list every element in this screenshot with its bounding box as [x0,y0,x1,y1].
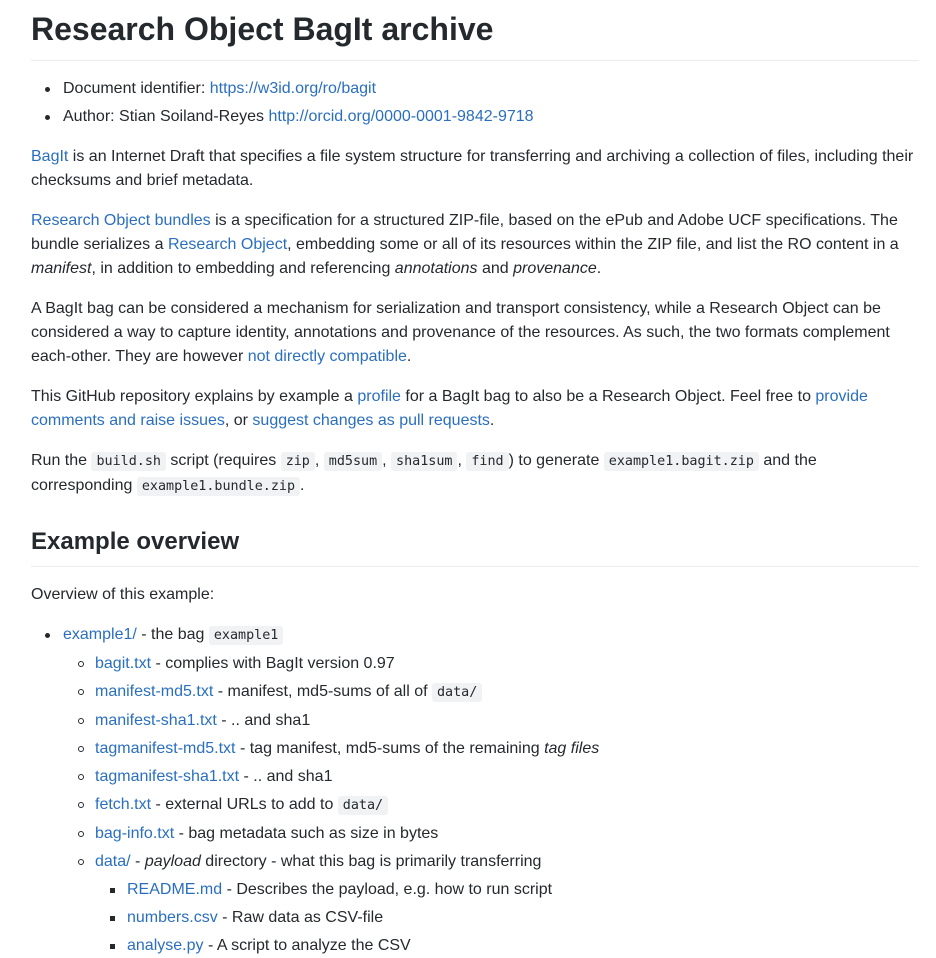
item-text: directory - what this bag is primarily transferring [200,853,542,870]
separator: , [314,452,324,469]
list-item-author [31,105,919,129]
payload-list [95,878,919,958]
code-example1: example1 [209,626,284,645]
list-item-identifier [31,77,919,101]
code-data-dir: data/ [338,796,388,815]
file-link-fetch-txt[interactable]: fetch.txt [95,796,152,813]
paragraph-text: . [596,260,602,277]
item-text: - .. and sha1 [239,768,333,785]
paragraph-text: for a BagIt bag to also be a Research Object. Feel free to [400,388,816,405]
item-text: - manifest, md5-sums of all of [213,683,432,700]
paragraph-text: Run the [31,452,92,469]
paragraph-text: . [489,412,495,429]
metadata-list [31,77,919,129]
list-item [63,822,919,846]
list-item-example1 [31,623,919,958]
paragraph-text: , in addition to embedding and referencing [91,260,395,277]
item-text: - the bag [136,626,209,643]
code-find: find [466,452,508,471]
paragraph-ro-bundles [31,209,919,281]
orcid-link[interactable]: http://orcid.org/0000-0001-9842-9718 [268,108,534,125]
pull-requests-link[interactable]: suggest changes as pull requests [252,412,490,429]
item-text: - Raw data as CSV-file [217,909,384,926]
profile-link[interactable]: profile [357,388,401,405]
emphasis-provenance: provenance [513,260,597,277]
file-link-manifest-sha1[interactable]: manifest-sha1.txt [95,712,217,729]
list-item [95,878,919,902]
code-data-dir: data/ [432,683,482,702]
paragraph-text: , embedding some or all of its resources within the ZIP file, and list the RO content in a [287,236,899,253]
author-label: Author: Stian Soiland-Reyes [63,108,269,125]
ro-bundles-link[interactable]: Research Object bundles [31,212,211,229]
separator: , [457,452,467,469]
file-link-tagmanifest-md5[interactable]: tagmanifest-md5.txt [95,740,236,757]
overview-intro: Overview of this example: [31,586,215,603]
paragraph-repository [31,385,919,433]
paragraph-compatibility [31,297,919,369]
item-text: - complies with BagIt version 0.97 [151,655,395,672]
paragraph-text: and [477,260,514,277]
identifier-label: Document identifier: [63,80,210,97]
file-tree [31,623,919,958]
code-bundle-zip: example1.bundle.zip [137,477,300,496]
code-sha1sum: sha1sum [391,452,457,471]
emphasis-annotations: annotations [394,260,478,277]
file-link-bag-info-txt[interactable]: bag-info.txt [95,825,175,842]
paragraph-text: ) to generate [508,452,604,469]
research-object-link[interactable]: Research Object [167,236,288,253]
paragraph-text: . [300,477,305,494]
list-item [63,652,919,676]
paragraph-text: . [406,348,412,365]
paragraph-text: , or [224,412,253,429]
paragraph-text: script (requires [165,452,281,469]
identifier-link[interactable]: https://w3id.org/ro/bagit [209,80,377,97]
list-item [95,934,919,958]
file-link-data-dir[interactable]: data/ [95,853,131,870]
file-link-readme-md[interactable]: README.md [127,881,223,898]
paragraph-build [31,449,919,499]
emphasis-tag-files: tag files [544,740,600,757]
code-build-sh: build.sh [91,452,166,471]
separator: , [382,452,392,469]
not-compatible-link[interactable]: not directly compatible [247,348,407,365]
bagit-link[interactable]: BagIt [31,148,69,165]
paragraph-text: is a specification for a structured ZIP-file, based on the ePub and Adobe UCF specifications. The bundle serializes a [31,212,898,253]
item-text: - Describes the payload, e.g. how to run script [222,881,553,898]
section-heading-example-overview: Example overview [31,527,919,567]
file-link-bagit-txt[interactable]: bagit.txt [95,655,152,672]
paragraph-text: This GitHub repository explains by example a [31,388,358,405]
emphasis-payload: payload [144,853,201,870]
item-text: - external URLs to add to [151,796,338,813]
item-text: - tag manifest, md5-sums of the remaining [235,740,545,757]
paragraph-bagit [31,145,919,193]
paragraph-text: is an Internet Draft that specifies a file system structure for transferring and archiving a collection of files, including their checksums and brief metadata. [31,148,914,189]
item-text: - [130,853,145,870]
list-item [63,765,919,789]
bag-contents-list [63,652,919,958]
list-item [63,680,919,705]
item-text: - .. and sha1 [216,712,311,729]
paragraph-text: and the corresponding [31,452,817,494]
item-text: - A script to analyze the CSV [203,937,411,954]
file-link-manifest-md5[interactable]: manifest-md5.txt [95,683,214,700]
list-item-data-dir [63,850,919,958]
code-md5sum: md5sum [324,452,382,471]
list-item [63,709,919,733]
paragraph-text: A BagIt bag can be considered a mechanism for serialization and transport consistency, while a Research Object can be considered a way to capture identity, annotations and provenance of the resources. As such, the two formats complement each-other. They are however [31,300,890,365]
issues-link[interactable]: provide comments and raise issues [31,388,868,429]
emphasis-manifest: manifest [31,260,92,277]
page-title: Research Object BagIt archive [31,0,919,61]
code-zip: zip [281,452,315,471]
list-item [63,793,919,818]
code-bagit-zip: example1.bagit.zip [604,452,759,471]
file-link-analyse-py[interactable]: analyse.py [127,937,204,954]
example1-link[interactable]: example1/ [63,626,137,643]
file-link-numbers-csv[interactable]: numbers.csv [127,909,218,926]
list-item [63,737,919,761]
item-text: - bag metadata such as size in bytes [174,825,439,842]
file-link-tagmanifest-sha1[interactable]: tagmanifest-sha1.txt [95,768,240,785]
list-item [95,906,919,930]
